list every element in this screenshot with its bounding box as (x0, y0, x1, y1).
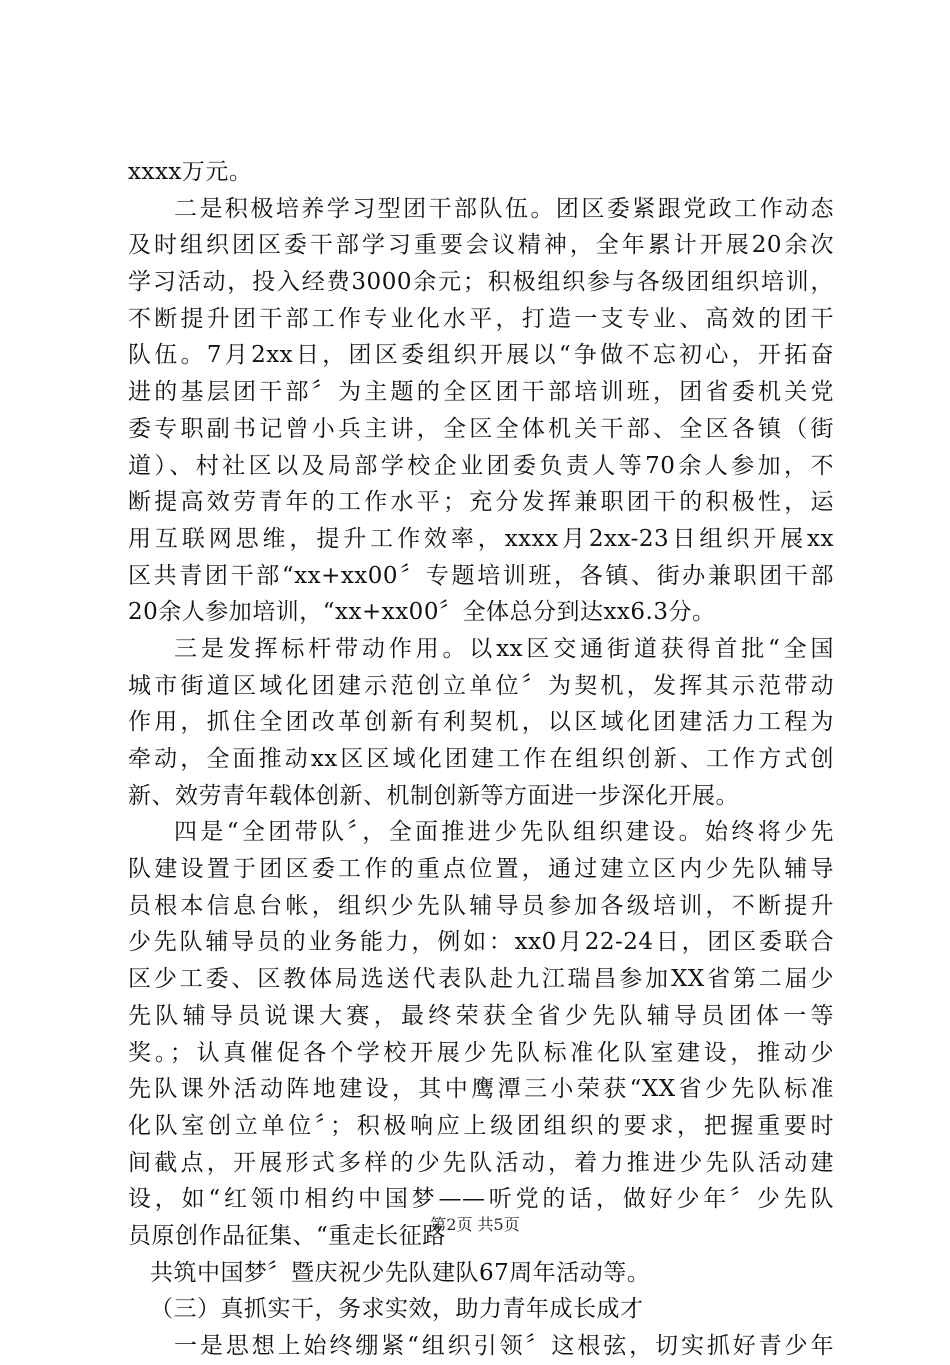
paragraph-line: 设，如“红领巾相约中国梦——听党的话，做好少年〞少先队 (128, 1186, 834, 1213)
paragraph-line: 先队辅导员说课大赛，最终荣获全省少先队辅导员团体一等 (128, 1002, 834, 1029)
paragraph-line: xxxx万元。 (128, 159, 253, 185)
paragraph-line: 作用，抓住全团改革创新有利契机，以区域化团建活力工程为 (128, 709, 834, 736)
paragraph-line: 20余人参加培训，“xx+xx00〞全体总分到达xx6.3分。 (128, 599, 716, 626)
paragraph-line: 队建设置于团区委工作的重点位置，通过建立区内少先队辅导 (128, 856, 834, 883)
section-heading: （三）真抓实干，务求实效，助力青年成长成才 (150, 1296, 644, 1323)
paragraph-line: 队伍。7月2xx日，团区委组织开展以“争做不忘初心，开拓奋 (128, 342, 834, 369)
paragraph-line: 区共青团干部“xx+xx00〞专题培训班，各镇、街办兼职团干部 (128, 562, 834, 589)
paragraph-line: 三是发挥标杆带动作用。以xx区交通街道获得首批“全国 (174, 635, 834, 662)
paragraph-line: 城市街道区域化团建示范创立单位〞为契机，发挥其示范带动 (128, 672, 834, 699)
paragraph-line: 一是思想上始终绷紧“组织引领〞这根弦，切实抓好青少年 (174, 1333, 834, 1359)
page-footer: 第2页 共5页 (430, 1215, 520, 1234)
paragraph-line: 间截点，开展形式多样的少先队活动，着力推进少先队活动建 (128, 1149, 834, 1176)
paragraph-line: 道）、村社区以及局部学校企业团委负责人等70余人参加，不 (128, 452, 834, 479)
paragraph-line: 员原创作品征集、“重走长征路 (128, 1222, 446, 1249)
paragraph-line: 进的基层团干部〞为主题的全区团干部培训班，团省委机关党 (128, 379, 834, 406)
paragraph-line: 区少工委、区教体局选送代表队赴九江瑞昌参加XX省第二届少 (128, 966, 834, 993)
paragraph-line: 不断提升团干部工作专业化水平，打造一支专业、高效的团干 (128, 305, 834, 332)
paragraph-line: 四是“全团带队〞，全面推进少先队组织建设。始终将少先 (174, 819, 834, 846)
paragraph-line: 化队室创立单位〞；积极响应上级团组织的要求，把握重要时 (128, 1112, 834, 1139)
paragraph-line: 委专职副书记曾小兵主讲，全区全体机关干部、全区各镇（街 (128, 415, 834, 442)
paragraph-line: 学习活动，投入经费3000余元；积极组织参与各级团组织培训， (128, 269, 834, 296)
paragraph-line: 共筑中国梦〞暨庆祝少先队建队67周年活动等。 (150, 1259, 651, 1286)
paragraph-line: 奖。；认真催促各个学校开展少先队标准化队室建设，推动少 (128, 1039, 834, 1066)
paragraph-line: 牵动，全面推动xx区区域化团建工作在组织创新、工作方式创 (128, 746, 834, 772)
paragraph-line: 用互联网思维，提升工作效率，xxxx月2xx-23日组织开展xx (128, 525, 834, 552)
document-body (128, 154, 834, 1365)
paragraph-line: 员根本信息台帐，组织少先队辅导员参加各级培训，不断提升 (128, 892, 834, 919)
paragraph-line: 及时组织团区委干部学习重要会议精神，全年累计开展20余次 (128, 232, 834, 259)
paragraph-line: 断提高效劳青年的工作水平；充分发挥兼职团干的积极性，运 (128, 489, 834, 516)
paragraph-line: 少先队辅导员的业务能力，例如：xx0月22-24日，团区委联合 (128, 929, 834, 956)
paragraph-line: 先队课外活动阵地建设，其中鹰潭三小荣获“XX省少先队标准 (128, 1076, 834, 1103)
paragraph-line: 新、效劳青年载体创新、机制创新等方面进一步深化开展。 (128, 782, 739, 809)
paragraph-line: 二是积极培养学习型团干部队伍。团区委紧跟党政工作动态 (174, 195, 834, 222)
